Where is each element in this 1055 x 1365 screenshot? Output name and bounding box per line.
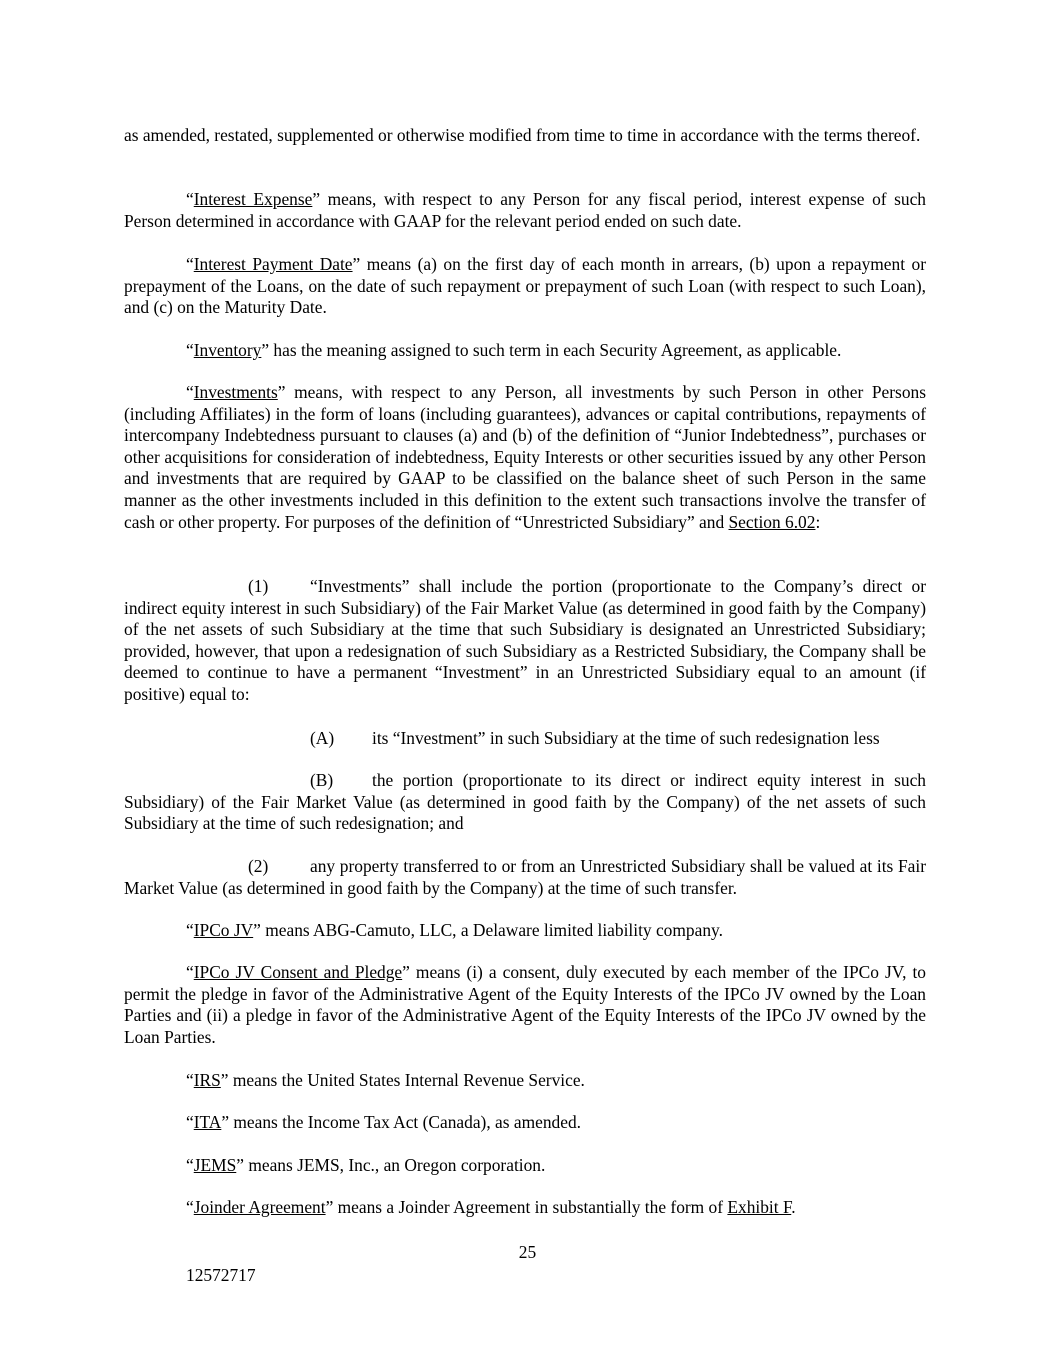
clause-label: (1) — [248, 576, 269, 596]
defined-term: ITA — [193, 1112, 222, 1132]
continuation-paragraph: as amended, restated, supplemented or otherwise modified from time to time in accordance with the terms thereof. — [124, 125, 921, 145]
clause-2: (2) any property transferred to or from an Unrestricted Subsidiary shall be valued at its Fair Market Value (as determined in good faith by the Company) at the time of such transfer. — [124, 856, 926, 898]
definition-investments: “Investments” means, with respect to any Person, all investments by such Person in other Persons (including Affiliates) in the form of loans (including guarantees), advances or capital contributions, repayments of intercompany Indebtedness pursuant to clauses (a) and (b) of the definition of “Junior Indebtedness”, purchases or other acquisitions for consideration of indebtedness, Equity Interests or other securities issued by any other Person and investments that are required by GAAP to be classified on the balance sheet of such Person in the same manner as the other investments included in this definition to the extent such transactions involve the transfer of cash or other property. For purposes of the definition of “Unrestricted Subsidiary” and Section 6.02: — [124, 382, 926, 532]
defined-term: Interest Expense — [193, 189, 313, 209]
defined-term: JEMS — [193, 1155, 237, 1175]
clause-a: (A) its “Investment” in such Subsidiary at the time of such redesignation less — [310, 728, 880, 748]
definition-interest-expense: “Interest Expense” means, with respect to any Person for any fiscal period, interest expense of such Person determined in accordance with GAAP for the relevant period ended on such date. — [124, 189, 926, 231]
page-number: 25 — [518, 1242, 537, 1262]
defined-term: IRS — [193, 1070, 221, 1090]
definition-ipco-jv: “IPCo JV” means ABG-Camuto, LLC, a Delaware limited liability company. — [186, 920, 723, 940]
defined-term: IPCo JV — [193, 920, 254, 940]
document-id: 12572717 — [186, 1265, 256, 1285]
definition-interest-payment-date: “Interest Payment Date” means (a) on the first day of each month in arrears, (b) upon a repayment or prepayment of the Loans, on the date of such repayment or prepayment of such Loan (with respect to such Loan), and (c) on the Maturity Date. — [124, 254, 926, 318]
definition-ipco-jv-consent: “IPCo JV Consent and Pledge” means (i) a consent, duly executed by each member of the IPCo JV, to permit the pledge in favor of the Administrative Agent of the Equity Interests of the IPCo JV owned by the Loan Parties and (ii) a pledge in favor of the Administrative Agent of the Equity Interests of the IPCo JV owned by the Loan Parties. — [124, 962, 926, 1047]
defined-term: Joinder Agreement — [193, 1197, 326, 1217]
clause-b: (B) the portion (proportionate to its direct or indirect equity interest in such Subsidiary) of the Fair Market Value (as determined in good faith by the Company) of the net assets of such Subsidiary at the time of such redesignation; and — [124, 770, 926, 834]
clause-label: (B) — [310, 770, 334, 790]
definition-irs: “IRS” means the United States Internal Revenue Service. — [186, 1070, 585, 1090]
clause-label: (2) — [248, 856, 269, 876]
definition-jems: “JEMS” means JEMS, Inc., an Oregon corporation. — [186, 1155, 546, 1175]
defined-term: IPCo JV Consent and Pledge — [193, 962, 403, 982]
exhibit-link[interactable]: Exhibit F — [727, 1197, 792, 1217]
definition-ita: “ITA” means the Income Tax Act (Canada), as amended. — [186, 1112, 581, 1132]
clause-1: (1) “Investments” shall include the portion (proportionate to the Company’s direct or indirect equity interest in such Subsidiary) of the Fair Market Value (as determined in good faith by the Company) of the net assets of such Subsidiary at the time that such Subsidiary is designated an Unrestricted Subsidiary; provided, however, that upon a redesignation of such Subsidiary as a Restricted Subsidiary, the Company shall be deemed to continue to have a permanent “Investment” in an Unrestricted Subsidiary equal to an amount (if positive) equal to: — [124, 576, 926, 704]
definition-inventory: “Inventory” has the meaning assigned to such term in each Security Agreement, as applicable. — [186, 340, 842, 360]
defined-term: Interest Payment Date — [193, 254, 353, 274]
defined-term: Inventory — [193, 340, 262, 360]
clause-label: (A) — [310, 728, 335, 748]
defined-term: Investments — [193, 382, 278, 402]
section-link[interactable]: Section 6.02 — [728, 511, 816, 532]
definition-joinder-agreement: “Joinder Agreement” means a Joinder Agreement in substantially the form of Exhibit F. — [186, 1197, 796, 1217]
